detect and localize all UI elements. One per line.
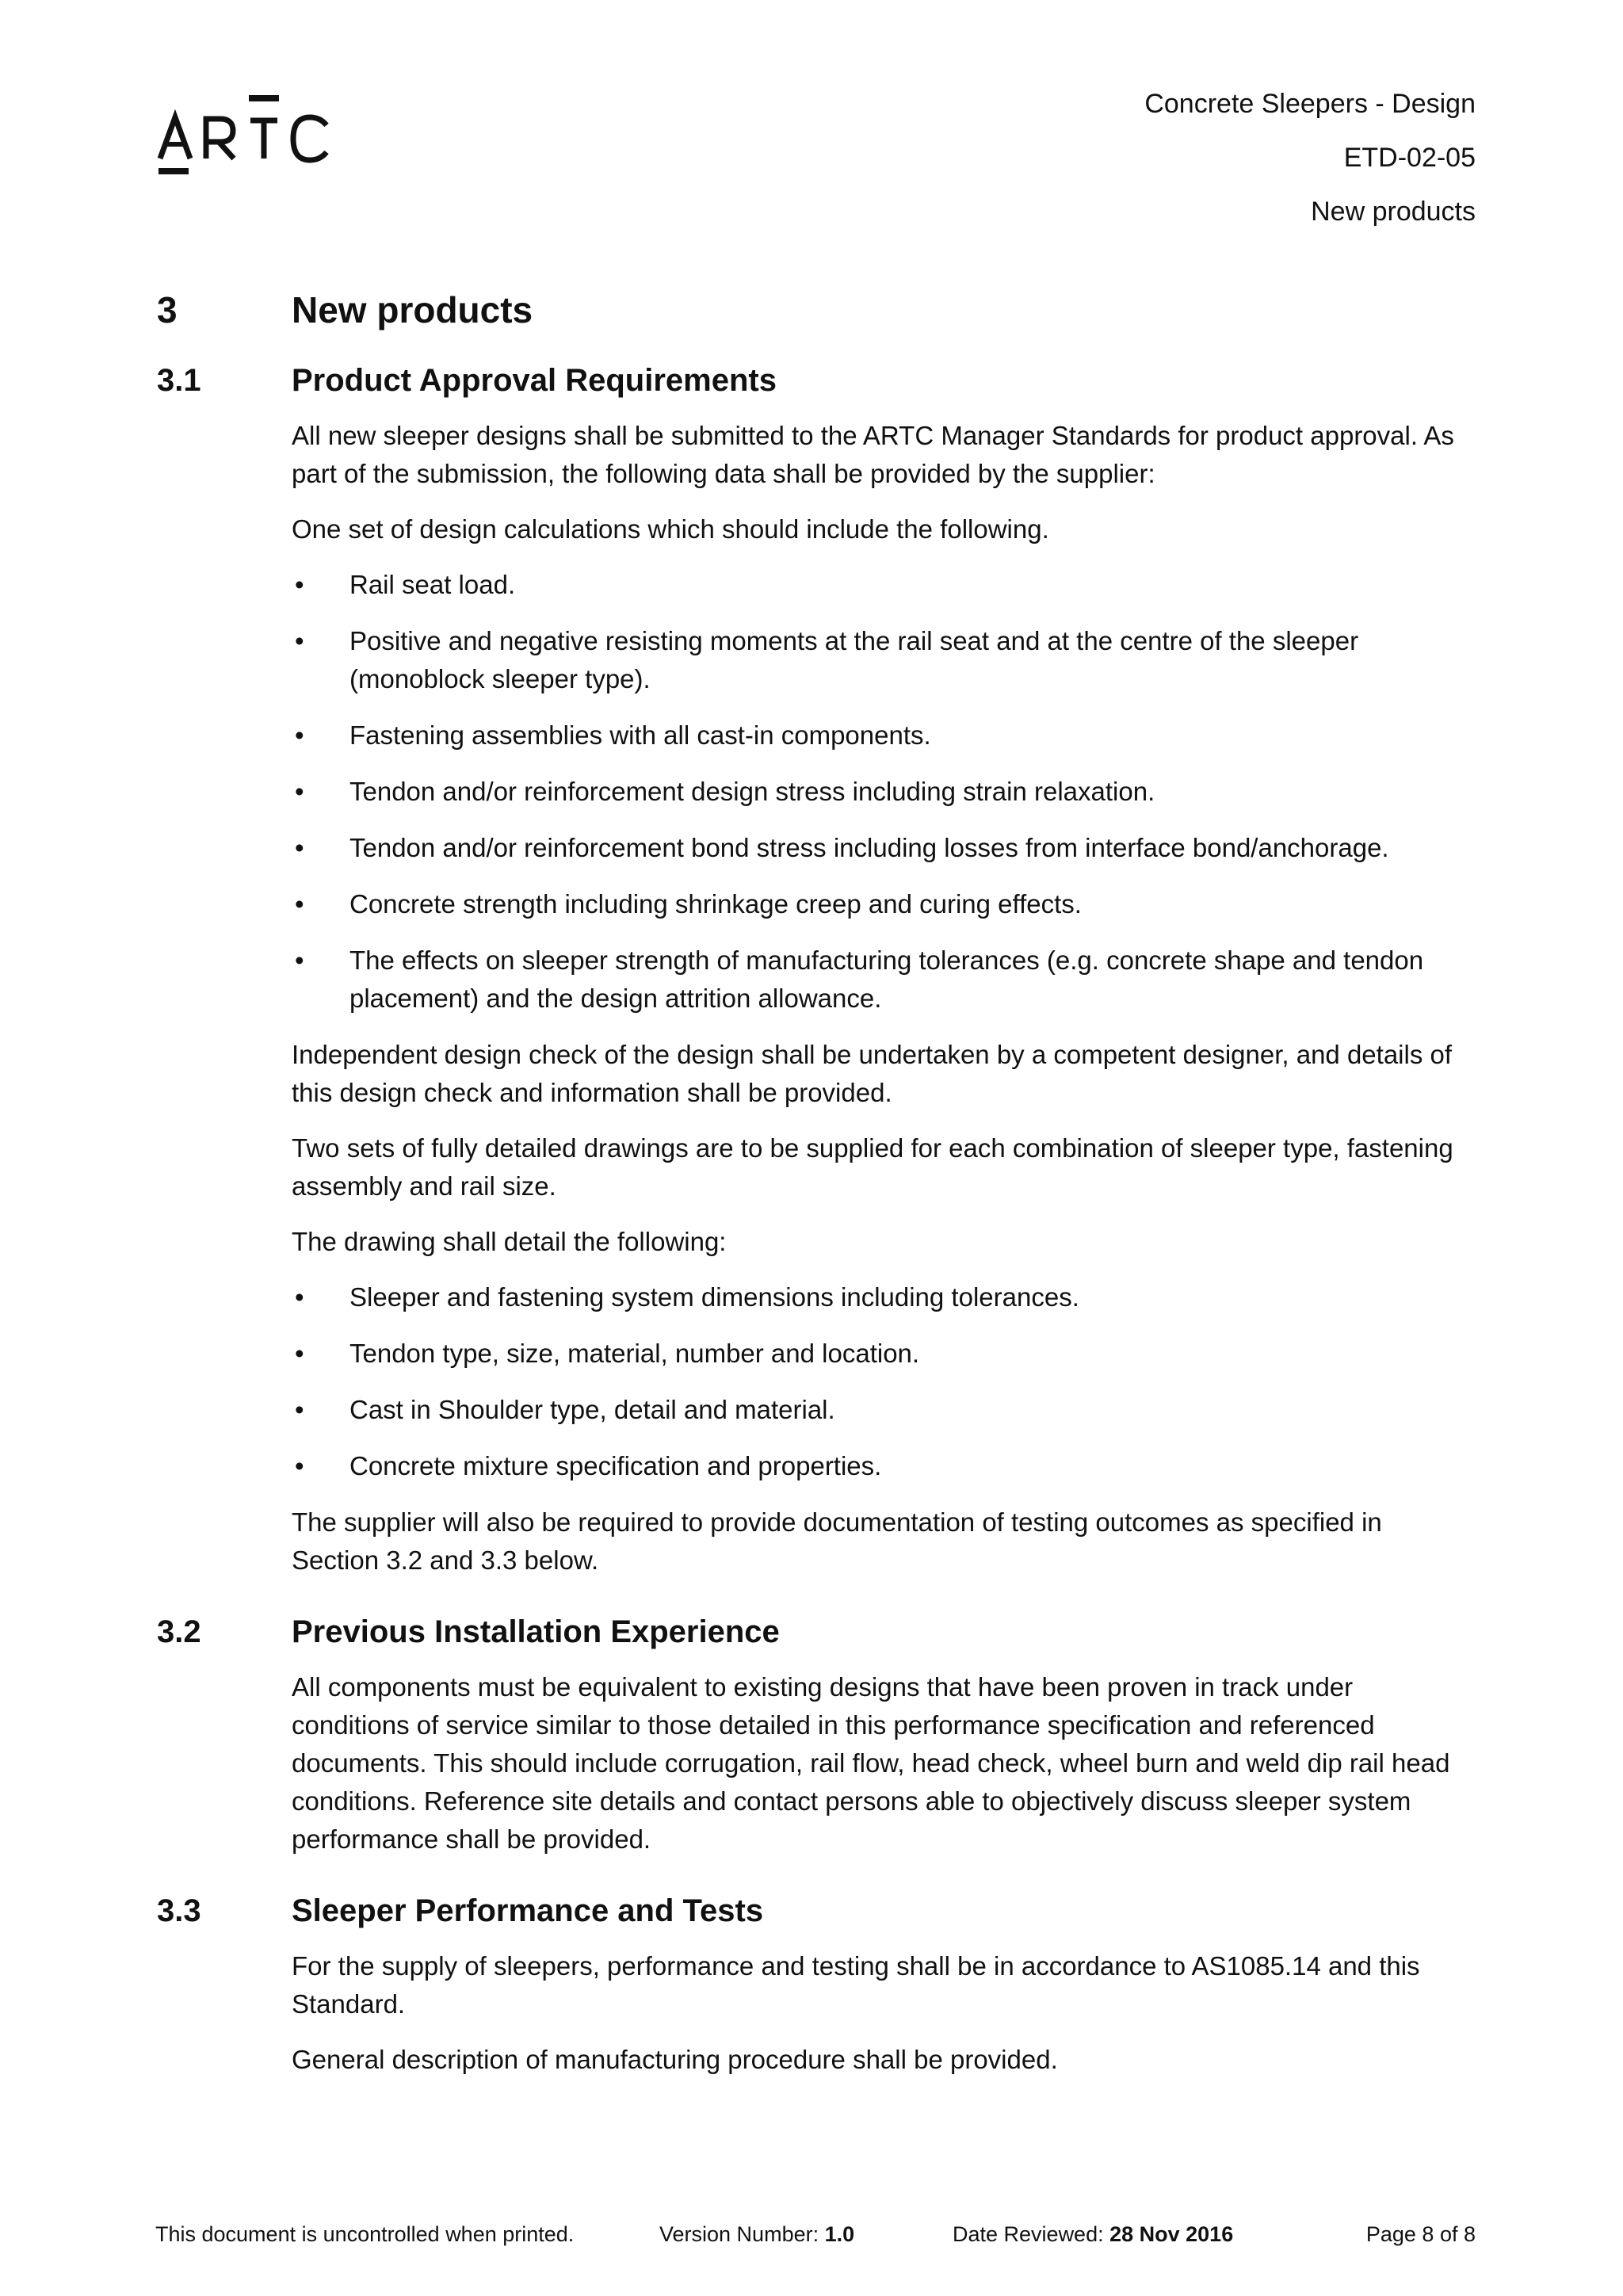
uncontrolled-notice: This document is uncontrolled when printed. bbox=[155, 2222, 575, 2246]
list-item: • Fastening assemblies with all cast-in components. bbox=[349, 716, 1475, 755]
version-value: 1.0 bbox=[824, 2222, 855, 2246]
doc-title: Concrete Sleepers - Design bbox=[1144, 89, 1476, 119]
list-item: • The effects on sleeper strength of manufacturing tolerances (e.g. concrete shape and tendon placement) and the design attrition allowance. bbox=[349, 942, 1475, 1018]
list-item: • Cast in Shoulder type, detail and material. bbox=[349, 1391, 1475, 1429]
list-item: • Rail seat load. bbox=[349, 566, 1475, 604]
subsection-number: 3.3 bbox=[157, 1893, 201, 1928]
section-title: New products bbox=[292, 289, 533, 330]
section-3-3-heading bbox=[0, 1890, 1623, 1931]
page-number: Page 8 of 8 bbox=[1365, 2222, 1476, 2246]
version-number bbox=[659, 2217, 854, 2252]
design-calculations-list bbox=[0, 566, 1623, 1018]
artc-logo bbox=[157, 95, 339, 182]
doc-number: ETD-02-05 bbox=[1343, 143, 1476, 173]
document-body bbox=[0, 287, 1623, 2096]
list-item: • Concrete strength including shrinkage creep and curing effects. bbox=[349, 885, 1475, 923]
paragraph: All components must be equivalent to existing designs that have been proven in track under conditions of service similar to those detailed in this performance specification and referenced documents. This should include corrugation, rail flow, head check, wheel burn and weld dip rail head conditions. Reference site details and contact persons able to objectively discuss sleeper system performance shall be provided. bbox=[292, 1672, 1450, 1854]
section-3-1-heading bbox=[0, 360, 1623, 401]
paragraph: All new sleeper designs shall be submitted to the ARTC Manager Standards for product approval. As part of the submission, the following data shall be provided by the supplier: bbox=[292, 421, 1454, 488]
header-section-name: New products bbox=[1311, 197, 1476, 227]
paragraph: Two sets of fully detailed drawings are to be supplied for each combination of sleeper type, fastening assembly and rail size. bbox=[292, 1133, 1453, 1201]
page-footer bbox=[155, 2217, 1476, 2252]
subsection-number: 3.1 bbox=[157, 363, 201, 398]
document-header bbox=[1144, 77, 1476, 239]
paragraph: The drawing shall detail the following: bbox=[292, 1227, 727, 1256]
list-item: • Positive and negative resisting moments at the rail seat and at the centre of the sleeper (monoblock sleeper type). bbox=[349, 622, 1475, 698]
version-label: Version Number: bbox=[659, 2222, 825, 2246]
subsection-title: Product Approval Requirements bbox=[292, 363, 777, 398]
section-3-2-heading bbox=[0, 1611, 1623, 1652]
section-3-heading bbox=[0, 287, 1623, 333]
drawing-details-list bbox=[0, 1278, 1623, 1485]
list-item: • Tendon type, size, material, number and location. bbox=[349, 1335, 1475, 1373]
list-item: • Concrete mixture specification and properties. bbox=[349, 1447, 1475, 1485]
subsection-number: 3.2 bbox=[157, 1614, 201, 1649]
list-item: • Sleeper and fastening system dimensions including tolerances. bbox=[349, 1278, 1475, 1316]
list-item: • Tendon and/or reinforcement bond stress including losses from interface bond/anchorage. bbox=[349, 829, 1475, 867]
subsection-title: Previous Installation Experience bbox=[292, 1614, 780, 1649]
section-number: 3 bbox=[157, 289, 178, 330]
paragraph: General description of manufacturing procedure shall be provided. bbox=[292, 2045, 1058, 2074]
paragraph: The supplier will also be required to provide documentation of testing outcomes as specified in Section 3.2 and 3.3 below. bbox=[292, 1507, 1382, 1575]
paragraph: For the supply of sleepers, performance and testing shall be in accordance to AS1085.14 and this Standard. bbox=[292, 1951, 1420, 2019]
artc-logo-mark bbox=[157, 95, 339, 182]
date-value: 28 Nov 2016 bbox=[1109, 2222, 1234, 2246]
paragraph: One set of design calculations which should include the following. bbox=[292, 514, 1049, 544]
paragraph: Independent design check of the design shall be undertaken by a competent designer, and details of this design check and information shall be provided. bbox=[292, 1040, 1453, 1107]
date-reviewed bbox=[953, 2217, 1233, 2252]
list-item: • Tendon and/or reinforcement design stress including strain relaxation. bbox=[349, 773, 1475, 811]
subsection-title: Sleeper Performance and Tests bbox=[292, 1893, 764, 1928]
date-label: Date Reviewed: bbox=[953, 2222, 1110, 2246]
